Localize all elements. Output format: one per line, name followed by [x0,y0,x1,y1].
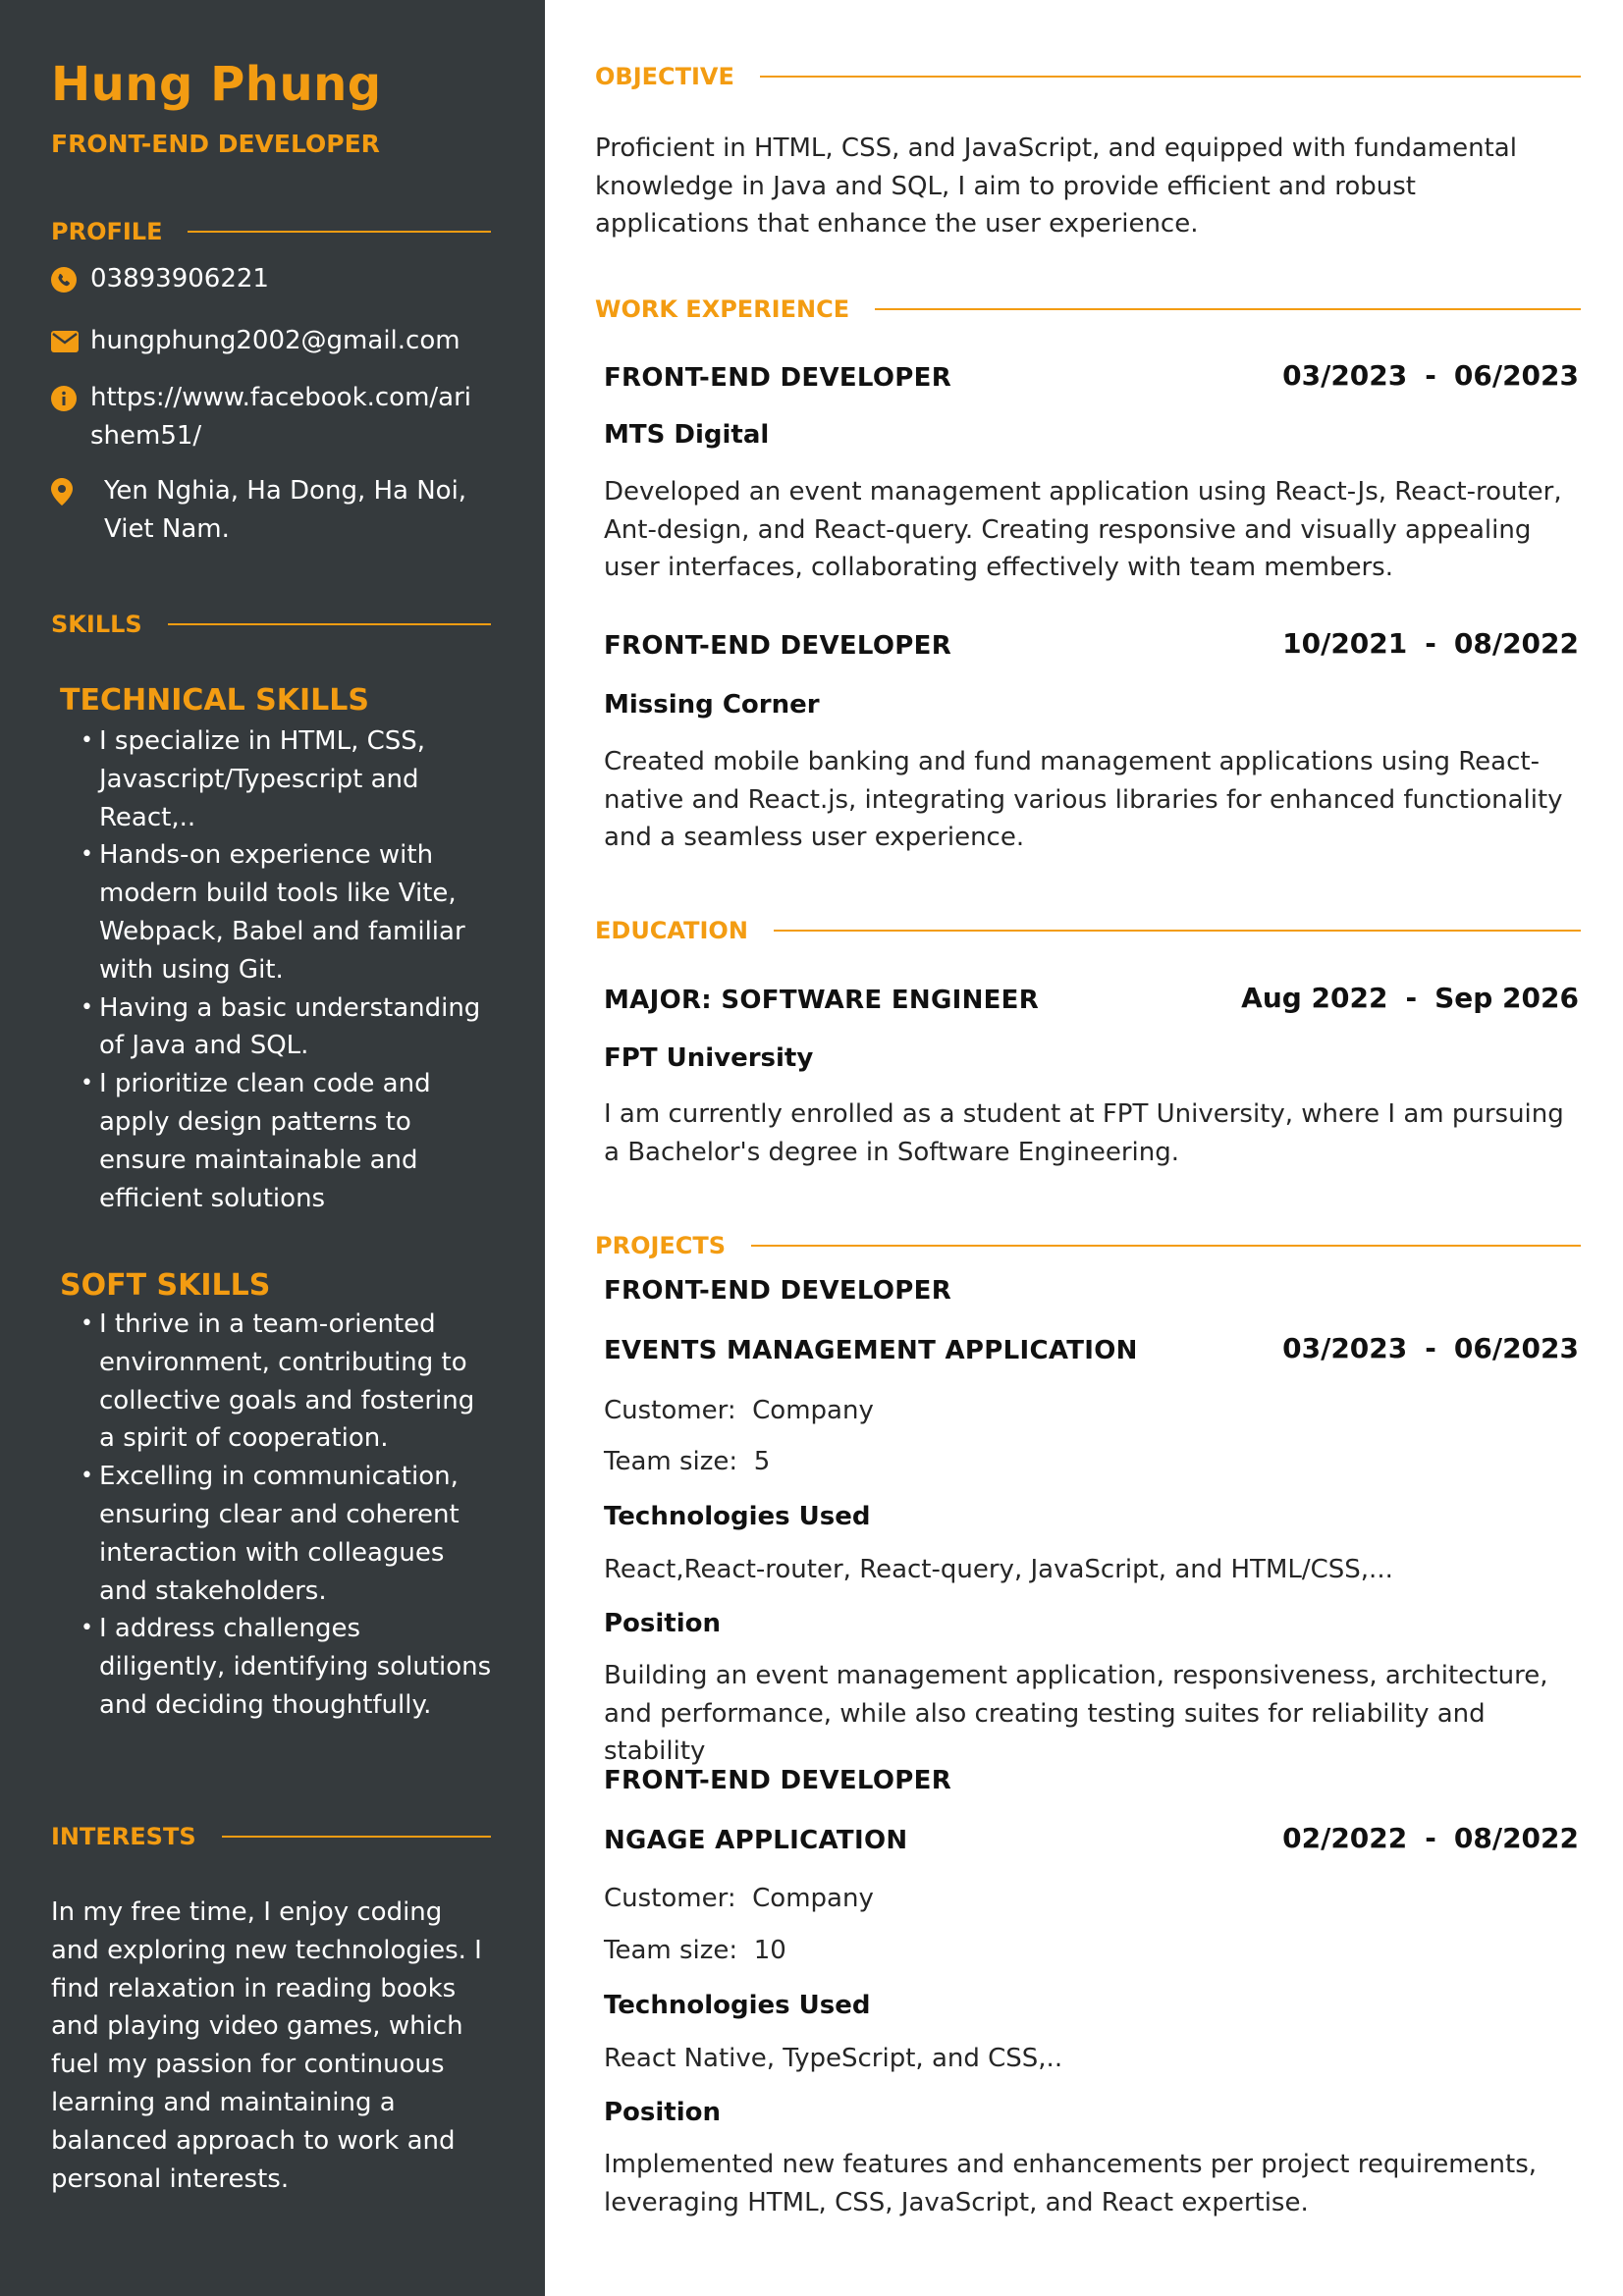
list-item: • I thrive in a team-oriented environment, contributing to collective goals and fostering a spirit of cooperation. [81,1306,493,1458]
job-dates: 10/2021 - 08/2022 [1282,627,1579,660]
list-item: • I address challenges diligently, identifying solutions and deciding thoughtfully. [81,1610,493,1724]
interests-text: In my free time, I enjoy coding and exploring new technologies. I find relaxation in reading books and playing video games, which fuel my passion for continuous learning and maintaining a balanced approach to work and personal interests. [51,1897,482,2194]
skills-heading: SKILLS [51,611,491,638]
divider [188,231,491,233]
divider [875,308,1581,310]
list-item: • Excelling in communication, ensuring clear and coherent interaction with colleagues and stakeholders. [81,1458,493,1610]
mail-icon [51,322,90,360]
email-address[interactable]: hungphung2002@gmail.com [90,326,460,355]
project-team-size: Team size: 5 [604,1447,771,1476]
job-description: Developed an event management application using React-Js, React-router, Ant-design, and React-query. Creating responsive and visually appealing user interfaces, collaborating effectively with team members. [604,477,1562,582]
technologies-list: React,React-router, React-query, JavaScript, and HTML/CSS,... [604,1555,1393,1584]
company-name: Missing Corner [604,690,820,720]
project-team-size: Team size: 10 [604,1936,786,1965]
divider [760,76,1581,78]
position-description: Building an event management application, responsiveness, architecture, and performance, while also creating testing suites for reliability and stability [604,1661,1548,1766]
job-title: FRONT-END DEVELOPER [604,631,952,661]
website-link[interactable]: https://www.facebook.com/arishem51/ [90,383,472,451]
education-major: MAJOR: SOFTWARE ENGINEER [604,986,1040,1015]
contact-address [51,472,487,549]
list-item: • I specialize in HTML, CSS, Javascript/Typescript and React,.. [81,722,493,836]
company-name: MTS Digital [604,420,770,450]
list-item: • Having a basic understanding of Java and SQL. [81,989,493,1066]
address: Yen Nghia, Ha Dong, Ha Noi, Viet Nam. [104,476,467,544]
project-name: EVENTS MANAGEMENT APPLICATION [604,1336,1138,1365]
soft-skills-list [81,1306,493,1725]
divider [168,623,491,625]
phone-icon [51,260,90,298]
location-pin-icon [51,472,104,510]
technologies-list: React Native, TypeScript, and CSS,.. [604,2044,1063,2073]
job-dates: 03/2023 - 06/2023 [1282,359,1579,392]
candidate-name: Hung Phung [51,57,382,112]
project-name: NGAGE APPLICATION [604,1826,908,1855]
education-heading: EDUCATION [595,917,1581,944]
main-content [545,0,1623,2296]
sidebar [0,0,545,2296]
contact-phone [51,260,473,298]
technical-skills-heading: TECHNICAL SKILLS [60,683,369,718]
contact-website [51,379,473,455]
divider [774,930,1581,932]
soft-skills-heading: SOFT SKILLS [60,1268,271,1303]
info-icon [51,379,90,417]
candidate-role: FRONT-END DEVELOPER [51,130,380,158]
technologies-label: Technologies Used [604,1991,871,2020]
list-item: • I prioritize clean code and apply design patterns to ensure maintainable and efficient solutions [81,1065,493,1217]
objective-text: Proficient in HTML, CSS, and JavaScript, and equipped with fundamental knowledge in Java and SQL, I aim to provide efficient and robust applications that enhance the user experience. [595,133,1517,239]
interests-heading: INTERESTS [51,1823,491,1850]
project-customer: Customer: Company [604,1396,874,1425]
divider [751,1245,1581,1247]
divider [222,1836,491,1838]
education-dates: Aug 2022 - Sep 2026 [1241,982,1579,1014]
work-experience-heading: WORK EXPERIENCE [595,295,1581,323]
technologies-label: Technologies Used [604,1502,871,1531]
position-label: Position [604,2098,722,2127]
projects-heading: PROJECTS [595,1232,1581,1259]
education-description: I am currently enrolled as a student at FPT University, where I am pursuing a Bachelor's degree in Software Engineering. [604,1099,1564,1167]
position-label: Position [604,1609,722,1638]
project-role: FRONT-END DEVELOPER [604,1276,952,1306]
position-description: Implemented new features and enhancements per project requirements, leveraging HTML, CSS, JavaScript, and React expertise. [604,2150,1538,2217]
profile-heading: PROFILE [51,218,491,245]
technical-skills-list [81,722,493,1217]
list-item: • Hands-on experience with modern build tools like Vite, Webpack, Babel and familiar with using Git. [81,836,493,988]
phone-number: 03893906221 [90,264,269,294]
objective-heading: OBJECTIVE [595,63,1581,90]
project-dates: 02/2022 - 08/2022 [1282,1822,1579,1854]
job-description: Created mobile banking and fund management applications using React-native and React.js, integrating various libraries for enhanced functionality and a seamless user experience. [604,747,1563,852]
project-role: FRONT-END DEVELOPER [604,1766,952,1795]
contact-email [51,322,473,360]
project-customer: Customer: Company [604,1884,874,1913]
job-title: FRONT-END DEVELOPER [604,363,952,393]
project-dates: 03/2023 - 06/2023 [1282,1332,1579,1364]
school-name: FPT University [604,1043,814,1073]
